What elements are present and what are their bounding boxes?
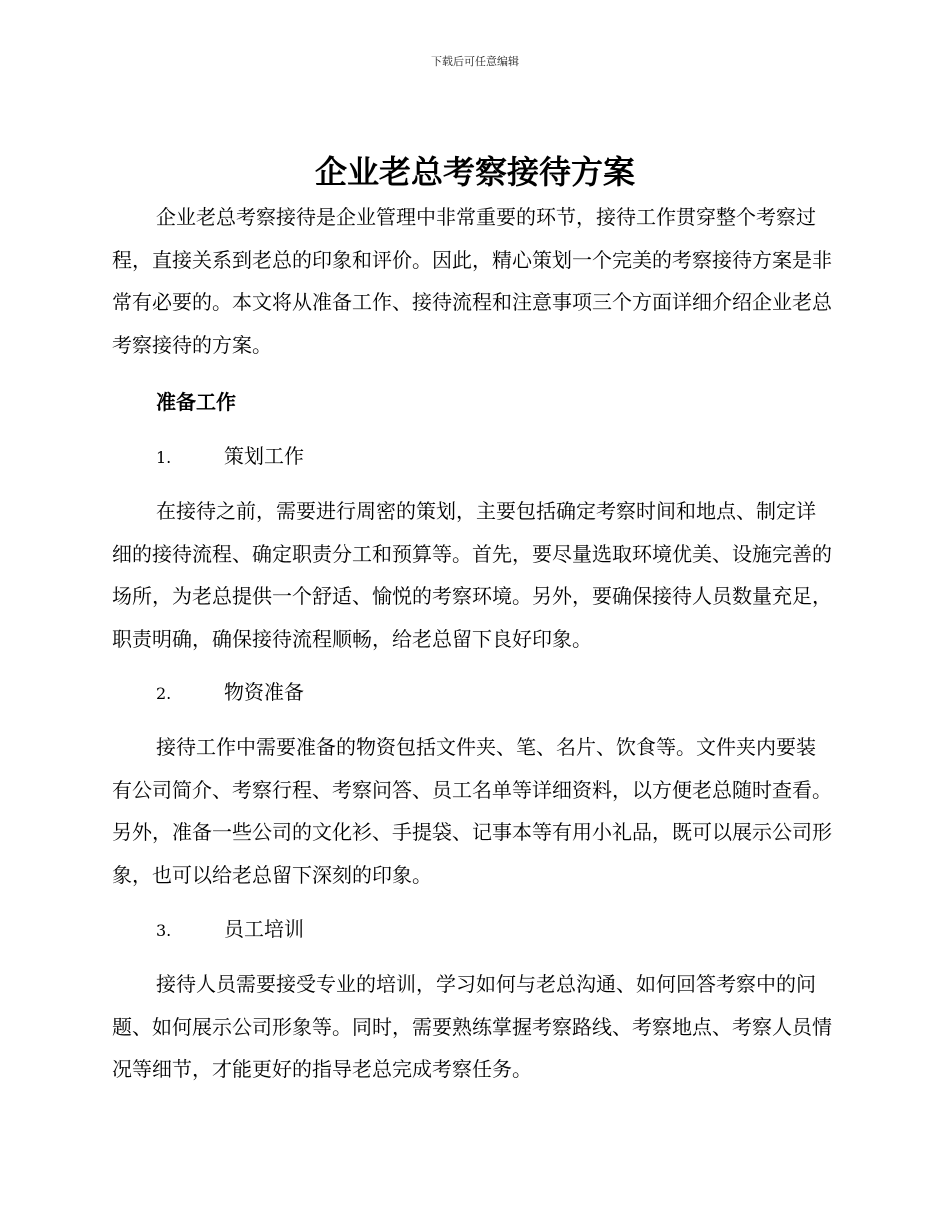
list-item-number: 2. xyxy=(156,684,172,703)
list-item-title: 物资准备 xyxy=(224,680,304,704)
page-header-note: 下载后可任意编辑 xyxy=(431,55,519,68)
list-item-heading xyxy=(156,914,304,946)
list-item-body: 在接待之前，需要进行周密的策划，主要包括确定考察时间和地点、制定详细的接待流程、确定职责分工和预算等。首先，要尽量选取环境优美、设施完善的场所，为老总提供一个舒适、愉悦的考察环境。另外，要确保接待人员数量充足，职责明确，确保接待流程顺畅，给老总留下良好印象。 xyxy=(112,499,832,651)
list-item-title: 策划工作 xyxy=(224,444,304,468)
intro-paragraph: 企业老总考察接待是企业管理中非常重要的环节，接待工作贯穿整个考察过程，直接关系到老总的印象和评价。因此，精心策划一个完美的考察接待方案是非常有必要的。本文将从准备工作、接待流程和注意事项三个方面详细介绍企业老总考察接待的方案。 xyxy=(112,205,832,357)
list-item-heading xyxy=(156,441,304,473)
list-item-body: 接待人员需要接受专业的培训，学习如何与老总沟通、如何回答考察中的问题、如何展示公司形象等。同时，需要熟练掌握考察路线、考察地点、考察人员情况等细节，才能更好的指导老总完成考察任务。 xyxy=(112,972,832,1081)
section-heading: 准备工作 xyxy=(156,390,236,414)
list-item-number: 3. xyxy=(156,921,172,940)
list-item-heading xyxy=(156,677,304,709)
document-title: 企业老总考察接待方案 xyxy=(314,153,635,191)
list-item-number: 1. xyxy=(156,448,172,467)
list-item-title: 员工培训 xyxy=(224,917,304,941)
list-item-body: 接待工作中需要准备的物资包括文件夹、笔、名片、饮食等。文件夹内要装有公司简介、考察行程、考察问答、员工名单等详细资料，以方便老总随时查看。另外，准备一些公司的文化衫、手提袋、记事本等有用小礼品，既可以展示公司形象，也可以给老总留下深刻的印象。 xyxy=(112,735,832,887)
